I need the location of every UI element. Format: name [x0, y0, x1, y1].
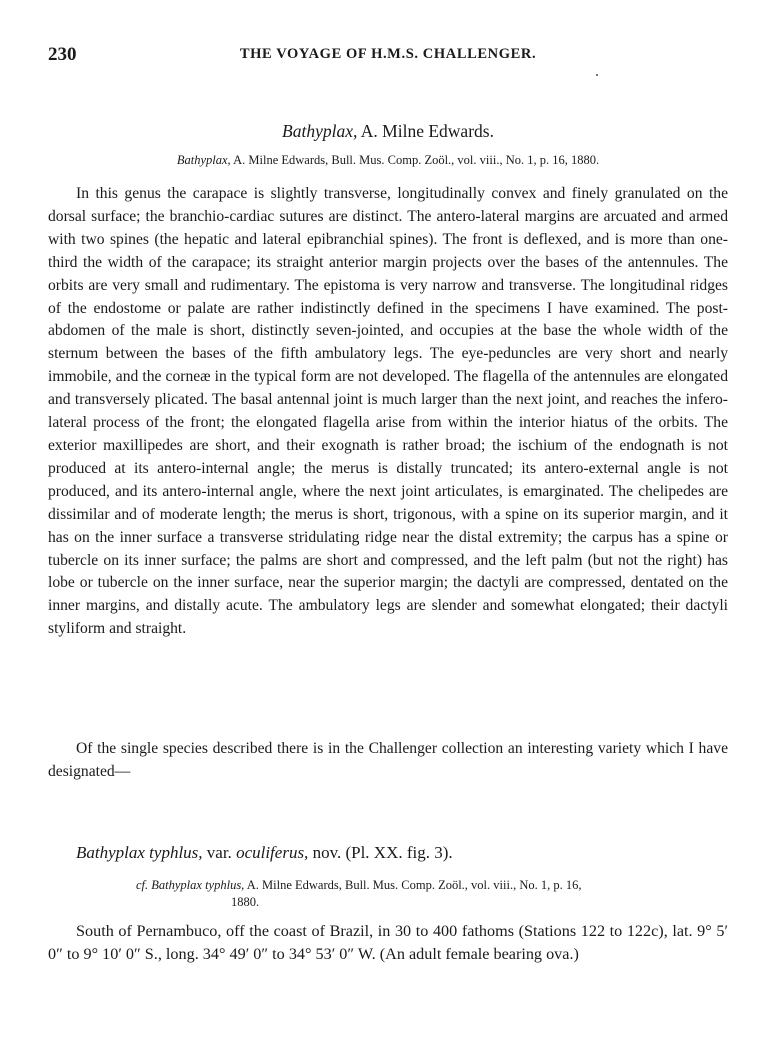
- page-header: [48, 44, 728, 68]
- locality-paragraph: South of Pernambuco, off the coast of Brazil, in 30 to 400 fathoms (Stations 122 to 122c), lat. 9° 5′ 0″ to 9° 10′ 0″ S., long. 34° 49′ 0″ to 34° 53′ 0″ W. (An adult female bearing ova.): [48, 922, 728, 963]
- description-paragraph: In this genus the carapace is slightly transverse, longitudinally convex and finely granulated on the dorsal surface; the branchio-cardiac sutures are distinct. The antero-lateral margins are arcuated and armed with two spines (the hepatic and lateral epibranchial spines). The front is deflexed, and is more than one-third the width of the carapace; its straight anterior margin projects over the bases of the antennules. The orbits are very small and rudimentary. The epistoma is very narrow and transverse. The longitudinal ridges of the endostome or palate are rather indistinctly defined in the specimens I have examined. The post-abdomen of the male is short, distinctly seven-jointed, and occupies at the base the whole width of the sternum between the bases of the fifth ambulatory legs. The eye-peduncles are very short and nearly immobile, and the corneæ in the typical form are not developed. The flagella of the antennules are elongated and transversely plicated. The basal antennal joint is much larger than the next joint, and reaches the infero-lateral process of the front; the elongated flagella arise from within the interior hiatus of the orbits. The exterior maxillipedes are short, and their exognath is rather broad; the ischium of the endognath is not produced at its antero-internal angle; the merus is distally truncated; its antero-external angle is not produced, and its antero-internal angle, where the next joint articulates, is emarginated. The chelipedes are dissimilar and of moderate length; the merus is short, trigonous, with a spine on its superior margin, and it has on the inner surface a transverse stridulating ridge near the distal extremity; the carpus has a spine or tubercle on its inner surface; the palms are short and compressed, and the left palm (but not the right) has lobe or tubercle on the inner surface, near the superior margin; the dactyli are compressed, dentated on the inner margins, and distally acute. The ambulatory legs are slender and somewhat elongated; their dactyli styliform and straight.: [48, 185, 728, 638]
- genus-authority: A. Milne Edwards.: [360, 121, 494, 141]
- species-status: nov. (Pl. XX. fig. 3).: [312, 843, 453, 862]
- species-heading: [76, 843, 453, 863]
- species-citation: [136, 877, 728, 911]
- page-number: 230: [48, 44, 77, 65]
- genus-citation: [0, 153, 776, 168]
- species-variety-name: oculiferus,: [236, 843, 309, 862]
- running-head: THE VOYAGE OF H.M.S. CHALLENGER.: [239, 46, 537, 62]
- species-citation-cf: cf. Bathyplax typhlus,: [136, 878, 245, 892]
- genus-citation-text: A. Milne Edwards, Bull. Mus. Comp. Zoöl., vol. viii., No. 1, p. 16, 1880.: [233, 153, 600, 167]
- genus-name: Bathyplax,: [282, 121, 358, 141]
- locality-block: [48, 920, 728, 966]
- species-citation-year: 1880.: [231, 895, 260, 909]
- variety-intro: [48, 738, 728, 784]
- species-name: Bathyplax typhlus,: [76, 843, 203, 862]
- print-speck: [596, 74, 598, 76]
- species-var-label: var.: [206, 843, 232, 862]
- species-citation-text: A. Milne Edwards, Bull. Mus. Comp. Zoöl., vol. viii., No. 1, p. 16,: [246, 878, 582, 892]
- variety-intro-paragraph: Of the single species described there is in the Challenger collection an interesting variety which I have designated—: [48, 740, 728, 780]
- genus-citation-name: Bathyplax,: [176, 153, 231, 167]
- genus-heading: [0, 121, 776, 142]
- genus-description: [48, 183, 728, 641]
